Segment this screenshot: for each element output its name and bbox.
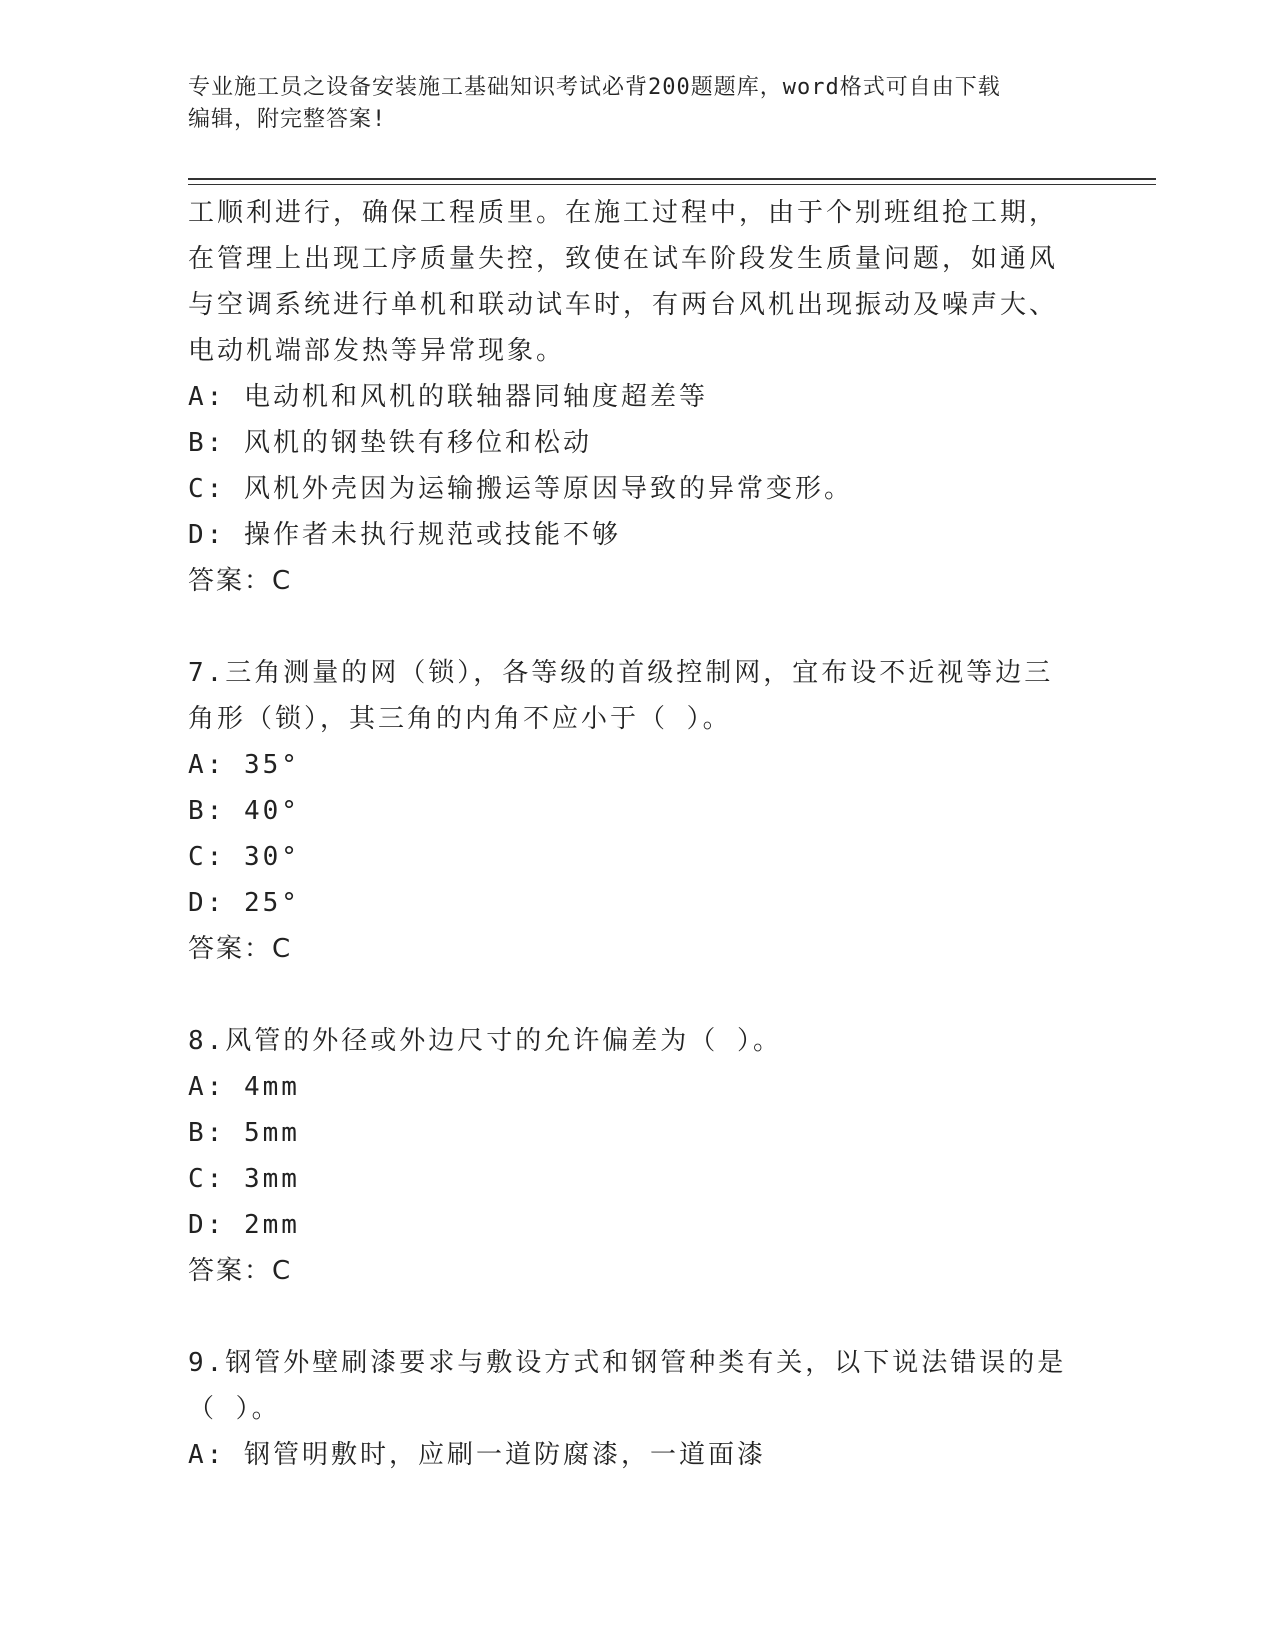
question-7-option-a: A: 35° [188,750,300,780]
question-8-answer: 答案：C [188,1256,293,1286]
question-9-block [188,1340,1088,1478]
question-9-stem-line: （ ）。 [188,1394,281,1424]
question-6-stem-line: 电动机端部发热等异常现象。 [188,336,566,366]
question-spacer [188,604,1088,650]
header-title-line-1: 专业施工员之设备安装施工基础知识考试必背200题题库，word格式可自由下载 [188,75,1001,100]
question-6-answer: 答案：C [188,566,293,596]
question-8-option-d: D: 2mm [188,1210,300,1240]
question-6-option-a: A: 电动机和风机的联轴器同轴度超差等 [188,382,708,412]
question-8-option-a: A: 4mm [188,1072,300,1102]
question-spacer [188,972,1088,1018]
question-8-option-b: B: 5mm [188,1118,300,1148]
header-title-line-2: 编辑，附完整答案! [188,107,387,132]
question-spacer [188,1294,1088,1340]
question-9-option-a: A: 钢管明敷时，应刷一道防腐漆，一道面漆 [188,1440,766,1470]
question-8-option-c: C: 3mm [188,1164,300,1194]
question-6-stem-line: 在管理上出现工序质量失控，致使在试车阶段发生质量问题，如通风 [188,244,1059,274]
question-7-block [188,650,1088,972]
question-9-stem-line: 9.钢管外壁刷漆要求与敷设方式和钢管种类有关，以下说法错误的是 [188,1348,1067,1378]
header-divider-thick [188,178,1156,180]
question-7-option-d: D: 25° [188,888,300,918]
question-8-block [188,1018,1088,1294]
question-7-option-c: C: 30° [188,842,300,872]
question-6-stem-line: 与空调系统进行单机和联动试车时，有两台风机出现振动及噪声大、 [188,290,1059,320]
header-divider-thin [188,184,1156,185]
question-7-answer: 答案：C [188,934,293,964]
question-6-option-b: B: 风机的钢垫铁有移位和松动 [188,428,592,458]
question-8-stem-line: 8.风管的外径或外边尺寸的允许偏差为（ ）。 [188,1026,782,1056]
question-7-option-b: B: 40° [188,796,300,826]
document-header [188,72,1088,136]
question-7-stem-line: 7.三角测量的网（锁），各等级的首级控制网，宜布设不近视等边三 [188,658,1054,688]
document-body [188,190,1088,1478]
question-6-option-d: D: 操作者未执行规范或技能不够 [188,520,621,550]
question-6-stem-line: 工顺利进行，确保工程质里。在施工过程中，由于个别班组抢工期， [188,198,1059,228]
question-6-option-c: C: 风机外壳因为运输搬运等原因导致的异常变形。 [188,474,853,504]
question-6-block [188,190,1088,604]
question-7-stem-line: 角形（锁），其三角的内角不应小于（ ）。 [188,704,732,734]
